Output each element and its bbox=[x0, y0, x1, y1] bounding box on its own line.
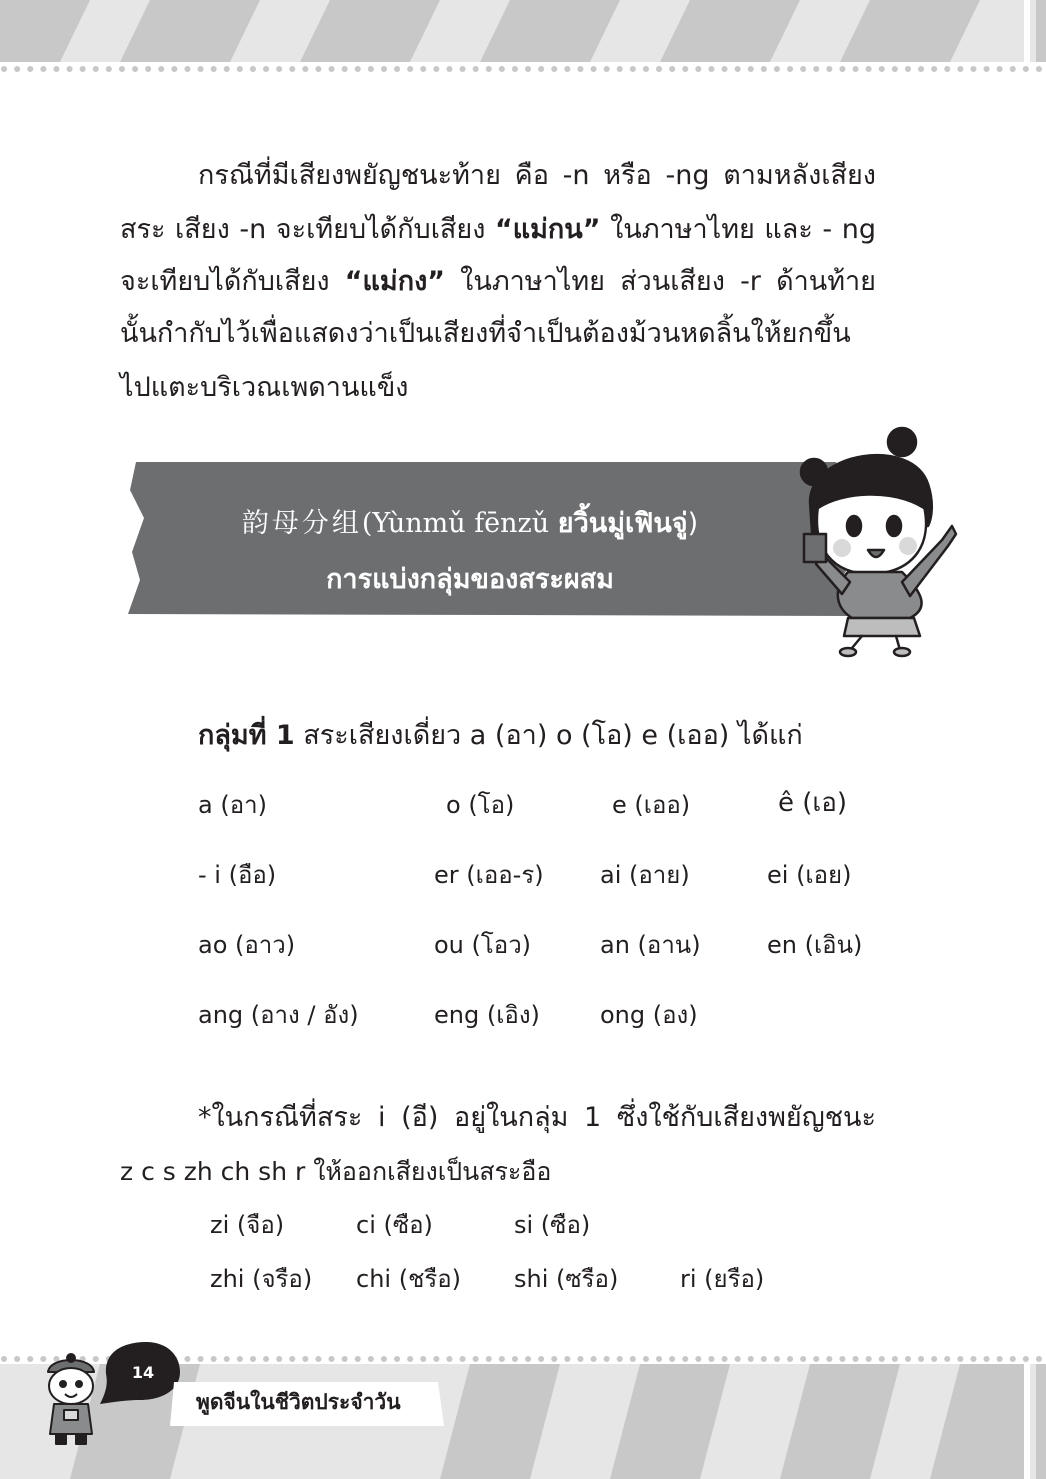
top-decorative-band bbox=[0, 0, 1046, 62]
example-cell: chi (ชรือ) bbox=[356, 1265, 462, 1293]
banner-pinyin: (Yùnmǔ fēnzǔ bbox=[361, 508, 558, 539]
page-number: 14 bbox=[131, 1363, 155, 1382]
term-mae-kong: “แม่กง” bbox=[344, 266, 446, 297]
banner-subtitle: การแบ่งกลุ่มของสระผสม bbox=[326, 564, 614, 595]
book-title: พูดจีนในชีวิตประจำวัน bbox=[196, 1390, 401, 1414]
paragraph-line-1: กรณีที่มีเสียงพยัญชนะท้าย คือ -n หรือ -ng ตามหลังเสียง bbox=[198, 160, 876, 191]
vowel-cell: ao (อาว) bbox=[198, 931, 296, 959]
banner-chinese: 韵母分组 bbox=[241, 508, 362, 539]
note-line-2: z c s zh ch sh r ให้ออกเสียงเป็นสระอือ bbox=[120, 1157, 552, 1186]
vowel-cell: ei (เอย) bbox=[767, 861, 852, 889]
paragraph-line-5: ไปแตะบริเวณเพดานแข็ง bbox=[120, 372, 409, 403]
example-cell: zhi (จรือ) bbox=[210, 1265, 313, 1293]
group-1-heading bbox=[198, 716, 803, 756]
example-cell: si (ซือ) bbox=[514, 1211, 591, 1239]
vowel-cell: ai (อาย) bbox=[600, 861, 690, 889]
example-cell: ci (ซือ) bbox=[356, 1211, 433, 1239]
example-cell: shi (ซรือ) bbox=[514, 1265, 619, 1293]
vowel-cell: e (เออ) bbox=[612, 791, 691, 819]
paragraph-text: จะเทียบได้กับเสียง bbox=[120, 266, 345, 297]
paragraph-text: สระ เสียง -n จะเทียบได้กับเสียง bbox=[120, 214, 495, 245]
example-cell: zi (จือ) bbox=[210, 1211, 285, 1239]
top-dotted-divider bbox=[0, 64, 1046, 74]
vowel-cell: ou (โอว) bbox=[434, 931, 532, 959]
group-1-description: สระเสียงเดี่ยว a (อา) o (โอ) e (เออ) ได้แก่ bbox=[294, 720, 803, 751]
vowel-cell: - i (อือ) bbox=[198, 861, 277, 889]
paragraph-line-3 bbox=[120, 262, 876, 302]
vowel-cell: an (อาน) bbox=[600, 931, 701, 959]
vowel-cell: ê (เอ) bbox=[778, 788, 848, 818]
note-line-1: *ในกรณีที่สระ i (อี) อยู่ในกลุ่ม 1 ซึ่งใช้กับเสียงพยัญชนะ bbox=[198, 1102, 876, 1133]
term-mae-kon: “แม่กน” bbox=[494, 214, 601, 245]
banner-title bbox=[150, 502, 790, 546]
banner-close-paren: ) bbox=[687, 508, 699, 539]
paragraph-text: ในภาษาไทย ส่วนเสียง -r ด้านท้าย bbox=[445, 266, 876, 297]
paragraph-line-2 bbox=[120, 210, 876, 250]
vowel-cell: ong (อง) bbox=[600, 1001, 698, 1029]
banner-thai-reading: ยวิ้นมู่เฟินจู่ bbox=[557, 508, 688, 539]
vowel-cell: a (อา) bbox=[198, 791, 267, 819]
vowel-cell: er (เออ-ร) bbox=[434, 861, 544, 889]
girl-mascot-icon bbox=[792, 422, 962, 658]
vowel-cell: o (โอ) bbox=[446, 791, 515, 819]
paragraph-line-4: นั้นกำกับไว้เพื่อแสดงว่าเป็นเสียงที่จำเป็นต้องม้วนหดลิ้นให้ยกขึ้น bbox=[120, 318, 851, 349]
paragraph-text: ในภาษาไทย และ - ng bbox=[600, 214, 876, 245]
example-cell: ri (ยรือ) bbox=[680, 1265, 765, 1293]
vowel-cell: eng (เอิง) bbox=[434, 1001, 540, 1029]
vowel-cell: en (เอิน) bbox=[767, 931, 863, 959]
vowel-cell: ang (อาง / อัง) bbox=[198, 1001, 359, 1029]
group-1-label: กลุ่มที่ 1 bbox=[198, 720, 295, 751]
